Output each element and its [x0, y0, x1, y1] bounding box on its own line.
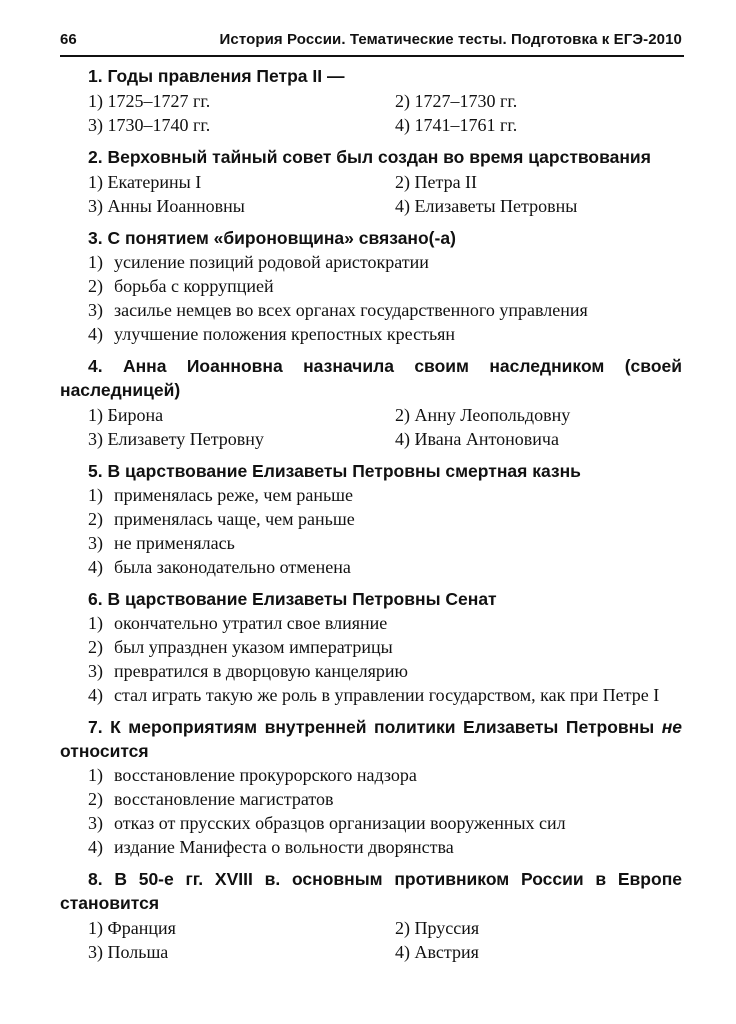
option-text: стал играть такую же роль в управлении государством, как при Петре I [114, 685, 660, 705]
option-number: 4) [88, 557, 103, 577]
answer-option [60, 811, 682, 835]
answer-option: 3) Анны Иоанновны [88, 196, 245, 216]
question-title: 3. С понятием «бироновщина» связано(-а) [88, 228, 456, 248]
answer-options [60, 483, 682, 579]
answer-options [60, 403, 682, 451]
question-7 [60, 715, 682, 859]
option-number: 1) [88, 485, 103, 505]
answer-options [60, 170, 682, 218]
answer-option [60, 298, 682, 322]
question-title: 1. Годы правления Петра II — [88, 66, 345, 86]
answer-option: 2) Петра II [395, 172, 478, 192]
answer-option [60, 250, 682, 274]
answer-option: 2) Анну Леопольдовну [395, 405, 571, 425]
answer-option [60, 835, 682, 859]
answer-option: 4) 1741–1761 гг. [395, 115, 518, 135]
answer-option: 1) Франция [88, 918, 176, 938]
option-text: была законодательно отменена [114, 557, 351, 577]
answer-option: 4) Ивана Антоновича [395, 429, 559, 449]
question-title [60, 715, 682, 763]
option-text: борьба с коррупцией [114, 276, 274, 296]
answer-option [60, 274, 682, 298]
option-number: 4) [88, 685, 103, 705]
option-number: 2) [88, 509, 103, 529]
answer-option: 1) Бирона [88, 405, 164, 425]
answer-options [60, 611, 682, 707]
option-text: улучшение положения крепостных крестьян [114, 324, 456, 344]
question-8 [60, 867, 682, 964]
answer-option [60, 507, 682, 531]
page-number: 66 [60, 31, 77, 48]
question-title-emphasis: не [661, 717, 682, 737]
option-number: 1) [88, 765, 103, 785]
option-number: 2) [88, 789, 103, 809]
answer-option [60, 635, 682, 659]
answer-option [60, 763, 682, 787]
option-text: засилье немцев во всех органах государственного управления [114, 300, 588, 320]
answer-option: 1) 1725–1727 гг. [88, 91, 211, 111]
test-content [60, 64, 682, 972]
option-number: 4) [88, 837, 103, 857]
option-text: издание Манифеста о вольности дворянства [114, 837, 454, 857]
answer-option: 3) Польша [88, 942, 169, 962]
question-title-start: 7. К мероприятиям внутренней политики Елизаветы Петровны [88, 717, 662, 737]
option-number: 3) [88, 300, 103, 320]
answer-option: 2) 1727–1730 гг. [395, 91, 518, 111]
answer-option [60, 787, 682, 811]
question-title: 4. Анна Иоанновна назначила своим наследником (своей наследницей) [60, 356, 682, 400]
option-text: усиление позиций родовой аристократии [114, 252, 429, 272]
option-text: превратился в дворцовую канцелярию [114, 661, 408, 681]
answer-option [60, 659, 682, 683]
answer-option: 2) Пруссия [395, 918, 480, 938]
answer-option [60, 483, 682, 507]
option-text: применялась чаще, чем раньше [114, 509, 355, 529]
option-text: восстановление прокурорского надзора [114, 765, 417, 785]
option-text: был упразднен указом императрицы [114, 637, 393, 657]
question-title-end: относится [60, 741, 149, 761]
answer-option [60, 531, 682, 555]
answer-options [60, 250, 682, 346]
option-text: не применялась [114, 533, 235, 553]
question-3 [60, 226, 682, 346]
question-4 [60, 354, 682, 451]
answer-option [60, 611, 682, 635]
answer-option: 1) Екатерины I [88, 172, 202, 192]
answer-option [60, 322, 682, 346]
option-text: отказ от прусских образцов организации вооруженных сил [114, 813, 566, 833]
answer-options [60, 763, 682, 859]
option-number: 2) [88, 637, 103, 657]
question-1 [60, 64, 682, 137]
answer-option: 4) Австрия [395, 942, 479, 962]
running-title: История России. Тематические тесты. Подготовка к ЕГЭ-2010 [219, 31, 682, 48]
option-number: 4) [88, 324, 103, 344]
question-5 [60, 459, 682, 579]
answer-option: 3) 1730–1740 гг. [88, 115, 211, 135]
answer-options [60, 916, 682, 964]
question-2 [60, 145, 682, 218]
question-title: 2. Верховный тайный совет был создан во время царствования [88, 147, 651, 167]
option-text: применялась реже, чем раньше [114, 485, 354, 505]
page-header [60, 27, 684, 57]
answer-option: 3) Елизавету Петровну [88, 429, 264, 449]
question-title: 6. В царствование Елизаветы Петровны Сенат [88, 589, 497, 609]
option-number: 2) [88, 276, 103, 296]
option-number: 3) [88, 813, 103, 833]
option-number: 1) [88, 613, 103, 633]
option-text: восстановление магистратов [114, 789, 334, 809]
question-title: 8. В 50-е гг. XVIII в. основным противником России в Европе становится [60, 869, 682, 913]
question-6 [60, 587, 682, 707]
option-number: 1) [88, 252, 103, 272]
option-text: окончательно утратил свое влияние [114, 613, 388, 633]
answer-option: 4) Елизаветы Петровны [395, 196, 578, 216]
answer-option [60, 683, 682, 707]
option-number: 3) [88, 533, 103, 553]
answer-option [60, 555, 682, 579]
question-title: 5. В царствование Елизаветы Петровны смертная казнь [88, 461, 581, 481]
answer-options [60, 89, 682, 137]
option-number: 3) [88, 661, 103, 681]
